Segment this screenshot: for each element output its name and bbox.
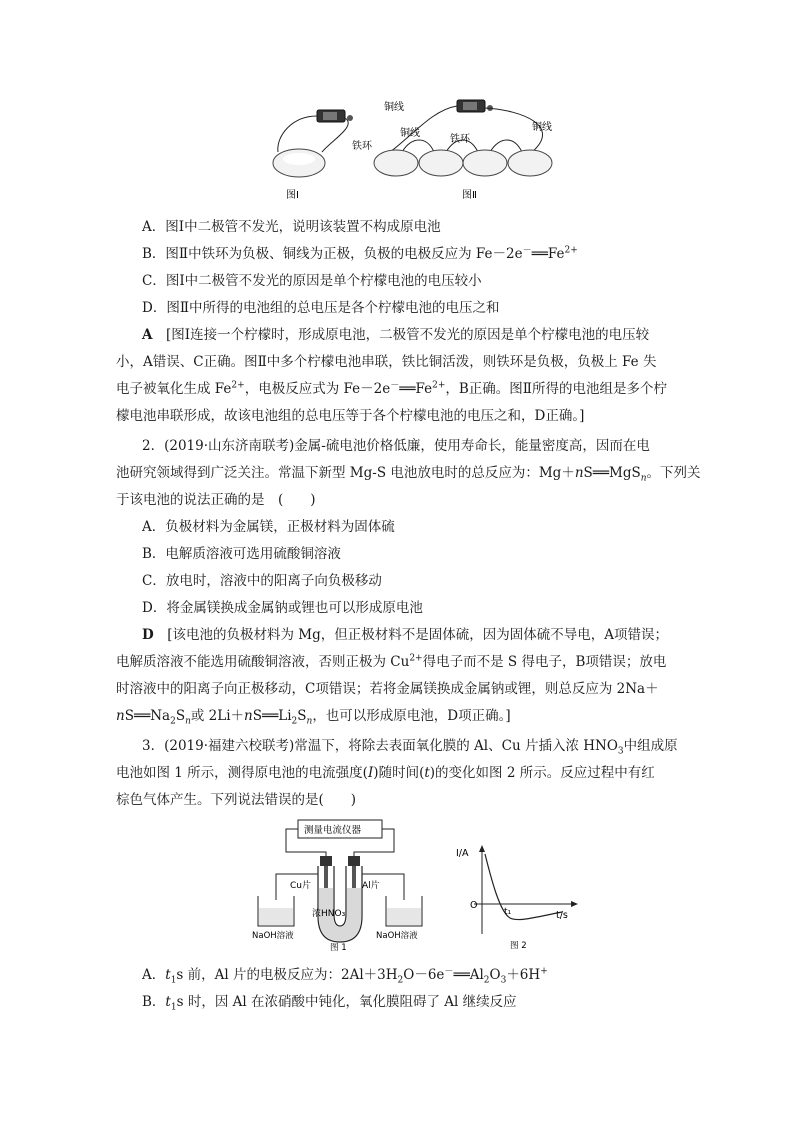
cell-diagram-figure1 bbox=[250, 818, 430, 956]
q3-stem-line-1: 3．(2019·福建六校联考)常温下，将除去表面氧化膜的 Al、Cu 片插入浓 $HNO_3$中组成原 bbox=[142, 738, 678, 757]
axis-x-label: t/s bbox=[556, 910, 568, 921]
label-copper-wire-1: 铜线 bbox=[384, 102, 404, 113]
q3-option-a: A．$t_1s$ 前，Al 片的电极反应为：$2Al+3H_2O-6e^-══Al_2O_3+6H^+$ bbox=[142, 966, 548, 986]
q2-answer-line-4: $nS══Na_2S_n$或 $2Li+nS══Li_2S_n$，也可以形成原电池，D项正确。] bbox=[116, 708, 511, 727]
current-time-figure2 bbox=[452, 842, 592, 954]
al-label: Al片 bbox=[362, 881, 380, 891]
q1-option-a: A．图Ⅰ中二极管不发光，说明该装置不构成原电池 bbox=[142, 219, 441, 235]
t1-label: t₁ bbox=[504, 907, 512, 917]
lemon-battery-figure bbox=[262, 96, 562, 208]
label-copper-wire-3: 铜线 bbox=[532, 122, 552, 133]
label-copper-wire-2: 铜线 bbox=[400, 128, 420, 139]
q1-answer-line-1: A [图Ⅰ连接一个柠檬时，形成原电池，二极管不发光的原因是单个柠檬电池的电压较 bbox=[142, 327, 650, 343]
q1-answer-line-4: 檬电池串联形成，故该电池组的总电压等于各个柠檬电池的电压之和，D正确。] bbox=[116, 408, 585, 424]
q2-answer-line-1: D [该电池的负极材料为 Mg，但正极材料不是固体硫，因为固体硫不导电，A项错误； bbox=[142, 627, 668, 643]
q1-option-d: D．图Ⅱ中所得的电池组的总电压是各个柠檬电池的电压之和 bbox=[142, 300, 500, 316]
origin-label: O bbox=[470, 900, 478, 911]
q1-option-c: C．图Ⅰ中二极管不发光的原因是单个柠檬电池的电压较小 bbox=[142, 273, 482, 289]
q2-answer-line-3: 时溶液中的阳离子向正极移动，C项错误；若将金属镁换成金属钠或锂，则总反应为 2Na＋ bbox=[116, 681, 659, 697]
q2-stem-line-2: 池研究领域得到广泛关注。常温下新型 Mg-S 电池放电时的总反应为：Mg＋nS══MgS$_n$。下列关 bbox=[116, 465, 701, 484]
naoh-left-label: NaOH溶液 bbox=[252, 931, 294, 941]
axis-y-label: I/A bbox=[456, 848, 469, 859]
q2-option-a: A．负极材料为金属镁，正极材料为固体硫 bbox=[142, 519, 395, 535]
figure2-caption: 图 2 bbox=[510, 941, 527, 951]
q2-option-b: B．电解质溶液可选用硫酸铜溶液 bbox=[142, 546, 341, 562]
caption-fig2: 图Ⅱ bbox=[462, 190, 477, 201]
label-iron-ring-2: 铁环 bbox=[450, 134, 470, 145]
q1-answer-line-2: 小，A错误、C正确。图Ⅱ中多个柠檬电池串联，铁比铜活泼，则铁环是负极，负极上 Fe 失 bbox=[116, 354, 657, 370]
q3-option-b: B．$t_1s$ 时，因 Al 在浓硝酸中钝化，氧化膜阻碍了 Al 继续反应 bbox=[142, 994, 517, 1013]
figure1-caption: 图 1 bbox=[330, 943, 347, 953]
q2-stem-line-3: 于该电池的说法正确的是 ( ) bbox=[116, 492, 316, 508]
q3-stem-line-3: 棕色气体产生。下列说法错误的是( ) bbox=[116, 792, 357, 808]
q2-option-d: D．将金属镁换成金属钠或锂也可以形成原电池 bbox=[142, 600, 423, 616]
q1-option-b: B．图Ⅱ中铁环为负极、铜线为正极，负极的电极反应为 $Fe-2e^-══Fe^{2+}$ bbox=[142, 245, 578, 262]
lemon-fig1 bbox=[273, 110, 353, 177]
q1-answer-line-3: 电子被氧化生成 $Fe^{2+}$，电极反应式为 $Fe-2e^-══Fe^{2+}$，B正确。图Ⅱ所得的电池组是多个柠 bbox=[116, 380, 667, 397]
cu-label: Cu片 bbox=[290, 881, 311, 891]
label-iron-ring-1: 铁环 bbox=[352, 141, 372, 152]
q2-stem-line-1: 2．(2019·山东济南联考)金属-硫电池价格低廉，使用寿命长，能量密度高，因而在电 bbox=[142, 438, 650, 454]
q3-stem-line-2: 电池如图 1 所示，测得原电池的电流强度(I)随时间(t)的变化如图 2 所示。反应过程中有红 bbox=[116, 765, 655, 781]
meter-label: 测量电流仪器 bbox=[304, 825, 362, 836]
q2-answer-line-2: 电解质溶液不能选用硫酸铜溶液，否则正极为 $Cu^{2+}$得电子而不是 S 得电子，B项错误；放电 bbox=[116, 653, 667, 670]
acid-label: 浓HNO₃ bbox=[312, 909, 346, 919]
naoh-right-label: NaOH溶液 bbox=[376, 931, 418, 941]
q2-option-c: C．放电时，溶液中的阳离子向负极移动 bbox=[142, 573, 382, 589]
caption-fig1: 图Ⅰ bbox=[286, 190, 299, 201]
